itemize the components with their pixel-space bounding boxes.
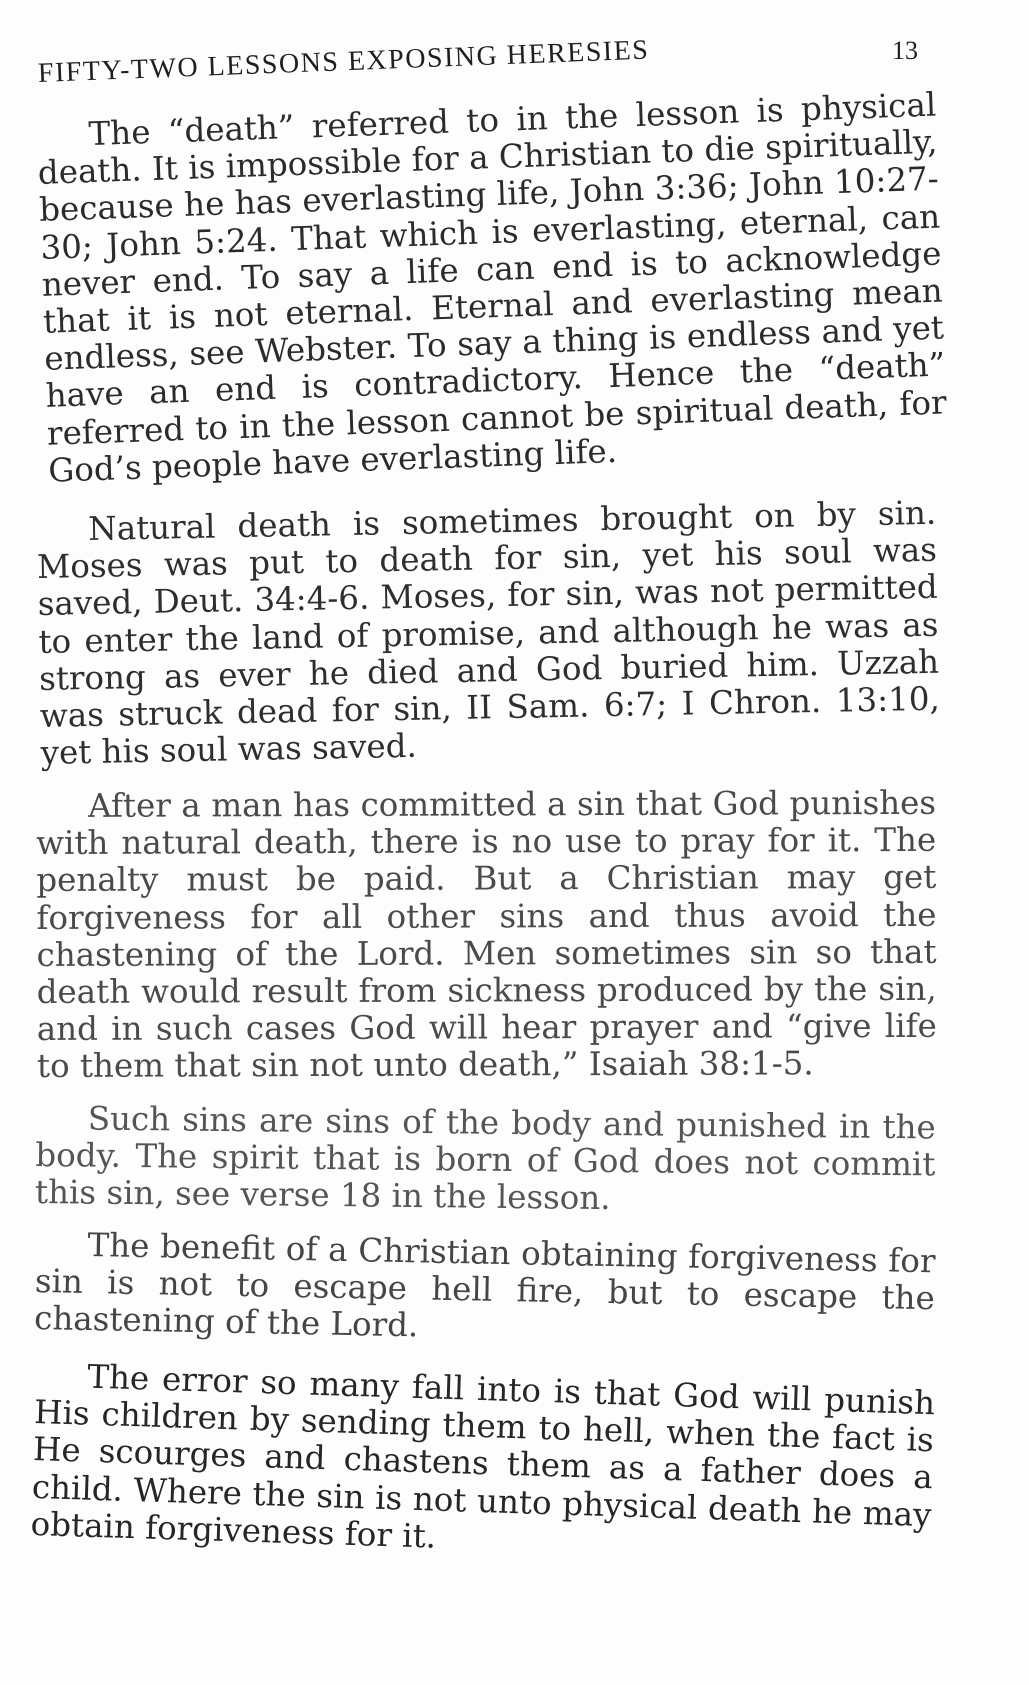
paragraph-natural-death: Natural death is sometimes brought on by sin. Moses was put to death for sin, yet his soul was saved, Deut. 34:4-6. Moses, for sin, was not permitted to enter the land of promise, and although he was as strong as ever he died and God buried him. Uzzah was struck dead for sin, II Sam. 6:7; I Chron. 13:10, yet his soul was saved. (36, 493, 941, 773)
running-head (37, 34, 918, 89)
paragraph-error-hell: The error so many fall into is that God will punish His children by sending them to hell, when the fact is He scourges and chastens them as a father does a child. Where the sin is not unto physical death he may obtain forgiveness for it. (30, 1357, 936, 1556)
paragraph-prayer-forgiveness: After a man has committed a sin that God punishes with natural death, there is no use to pray for it. The penalty must be paid. But a Christian may get forgiveness for all other sins and thus avoid the chastening of the Lord. Men sometimes sin so that death would result from sickness produced by the sin, and in such cases God will hear prayer and “give life to them that sin not unto death,” Isaiah 38:1-5. (36, 784, 937, 1086)
page-number: 13 (892, 36, 918, 65)
paragraph-benefit-forgiveness: The benefit of a Christian obtaining forgiveness for sin is not to escape hell fire, but to escape the chastening of the Lord. (33, 1225, 936, 1345)
paragraph-spiritual-death: The “death” referred to in the lesson is physical death. It is impossible for a Christian to die spiritually, because he has everlasting life, John 3:36; John 10:27-30; John 5:24. That which is everlasting, eternal, can never end. To say a life can end is to acknowledge that it is not eternal. Eternal and everlasting mean endless, see Webster. To say a thing is endless and yet have an end is contradictory. Hence the “death” referred to in the lesson cannot be spiritual death, for God’s people have everlasting life. (37, 85, 948, 490)
running-title: FIFTY-TWO LESSONS EXPOSING HERESIES (37, 34, 650, 89)
body-text (30, 85, 948, 1556)
paragraph-sins-of-body: Such sins are sins of the body and punished in the body. The spirit that is born of God does not commit this sin, see verse 18 in the lesson. (34, 1099, 936, 1218)
